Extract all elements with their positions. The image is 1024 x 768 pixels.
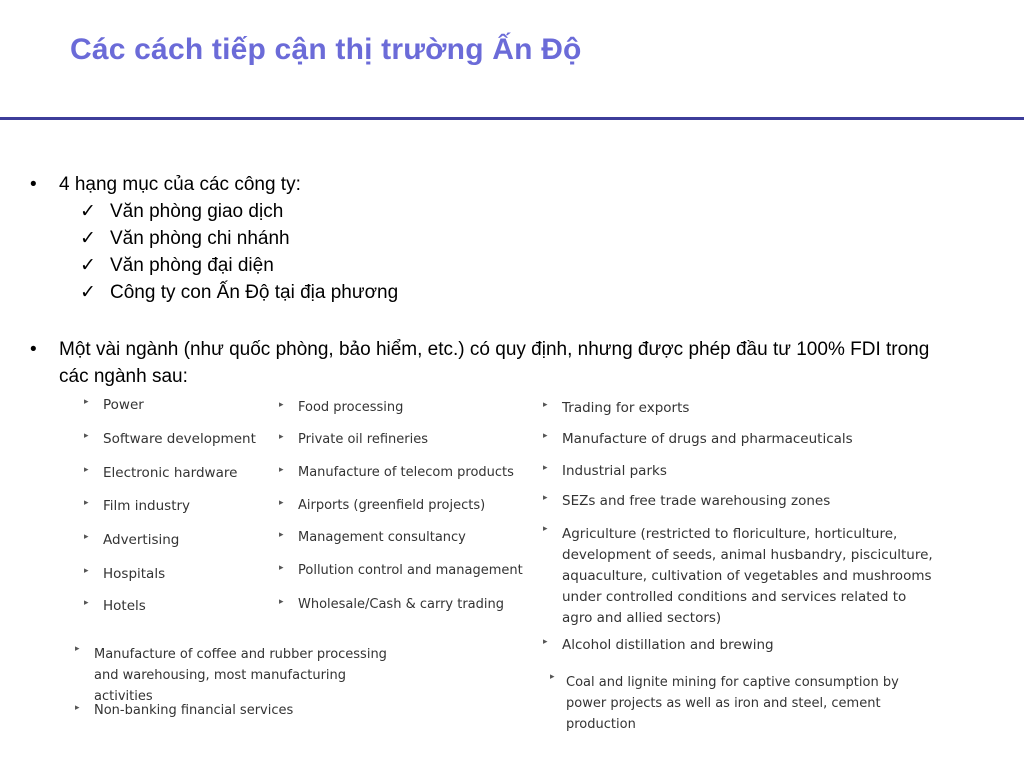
slide-title: Các cách tiếp cận thị trường Ấn Độ [70,33,582,66]
title-divider [0,117,1024,120]
check-icon: ✓ [80,201,96,222]
triangle-bullet-icon: ▸ [84,498,89,508]
triangle-bullet-icon: ▸ [279,400,284,410]
triangle-bullet-icon: ▸ [279,432,284,442]
triangle-bullet-icon: ▸ [550,672,555,682]
bullet-dot: • [30,174,37,195]
triangle-bullet-icon: ▸ [279,563,284,573]
check-icon: ✓ [80,255,96,276]
triangle-bullet-icon: ▸ [84,397,89,407]
triangle-bullet-icon: ▸ [543,524,548,534]
check-icon: ✓ [80,228,96,249]
triangle-bullet-icon: ▸ [279,498,284,508]
triangle-bullet-icon: ▸ [84,532,89,542]
check-item-label: Công ty con Ấn Độ tại địa phương [110,282,399,303]
triangle-bullet-icon: ▸ [279,597,284,607]
check-icon: ✓ [80,282,96,303]
bullet-text: 4 hạng mục của các công ty: [59,174,301,195]
triangle-bullet-icon: ▸ [84,465,89,475]
triangle-bullet-icon: ▸ [543,431,548,441]
check-item-label: Văn phòng giao dịch [110,201,284,222]
triangle-bullet-icon: ▸ [543,637,548,647]
triangle-bullet-icon: ▸ [279,465,284,475]
triangle-bullet-icon: ▸ [543,493,548,503]
triangle-bullet-icon: ▸ [75,703,80,713]
triangle-bullet-icon: ▸ [543,400,548,410]
bullet-text: Một vài ngành (như quốc phòng, bảo hiểm, etc.) có quy định, nhưng được phép đầu tư 100% FDI trong các ngành sau: [59,339,930,387]
triangle-bullet-icon: ▸ [84,566,89,576]
triangle-bullet-icon: ▸ [75,644,80,654]
check-item-label: Văn phòng đại diện [110,255,274,276]
triangle-bullet-icon: ▸ [84,598,89,608]
bullet-dot: • [30,339,37,360]
triangle-bullet-icon: ▸ [279,530,284,540]
triangle-bullet-icon: ▸ [543,463,548,473]
triangle-bullet-icon: ▸ [84,431,89,441]
check-item-label: Văn phòng chi nhánh [110,228,290,249]
